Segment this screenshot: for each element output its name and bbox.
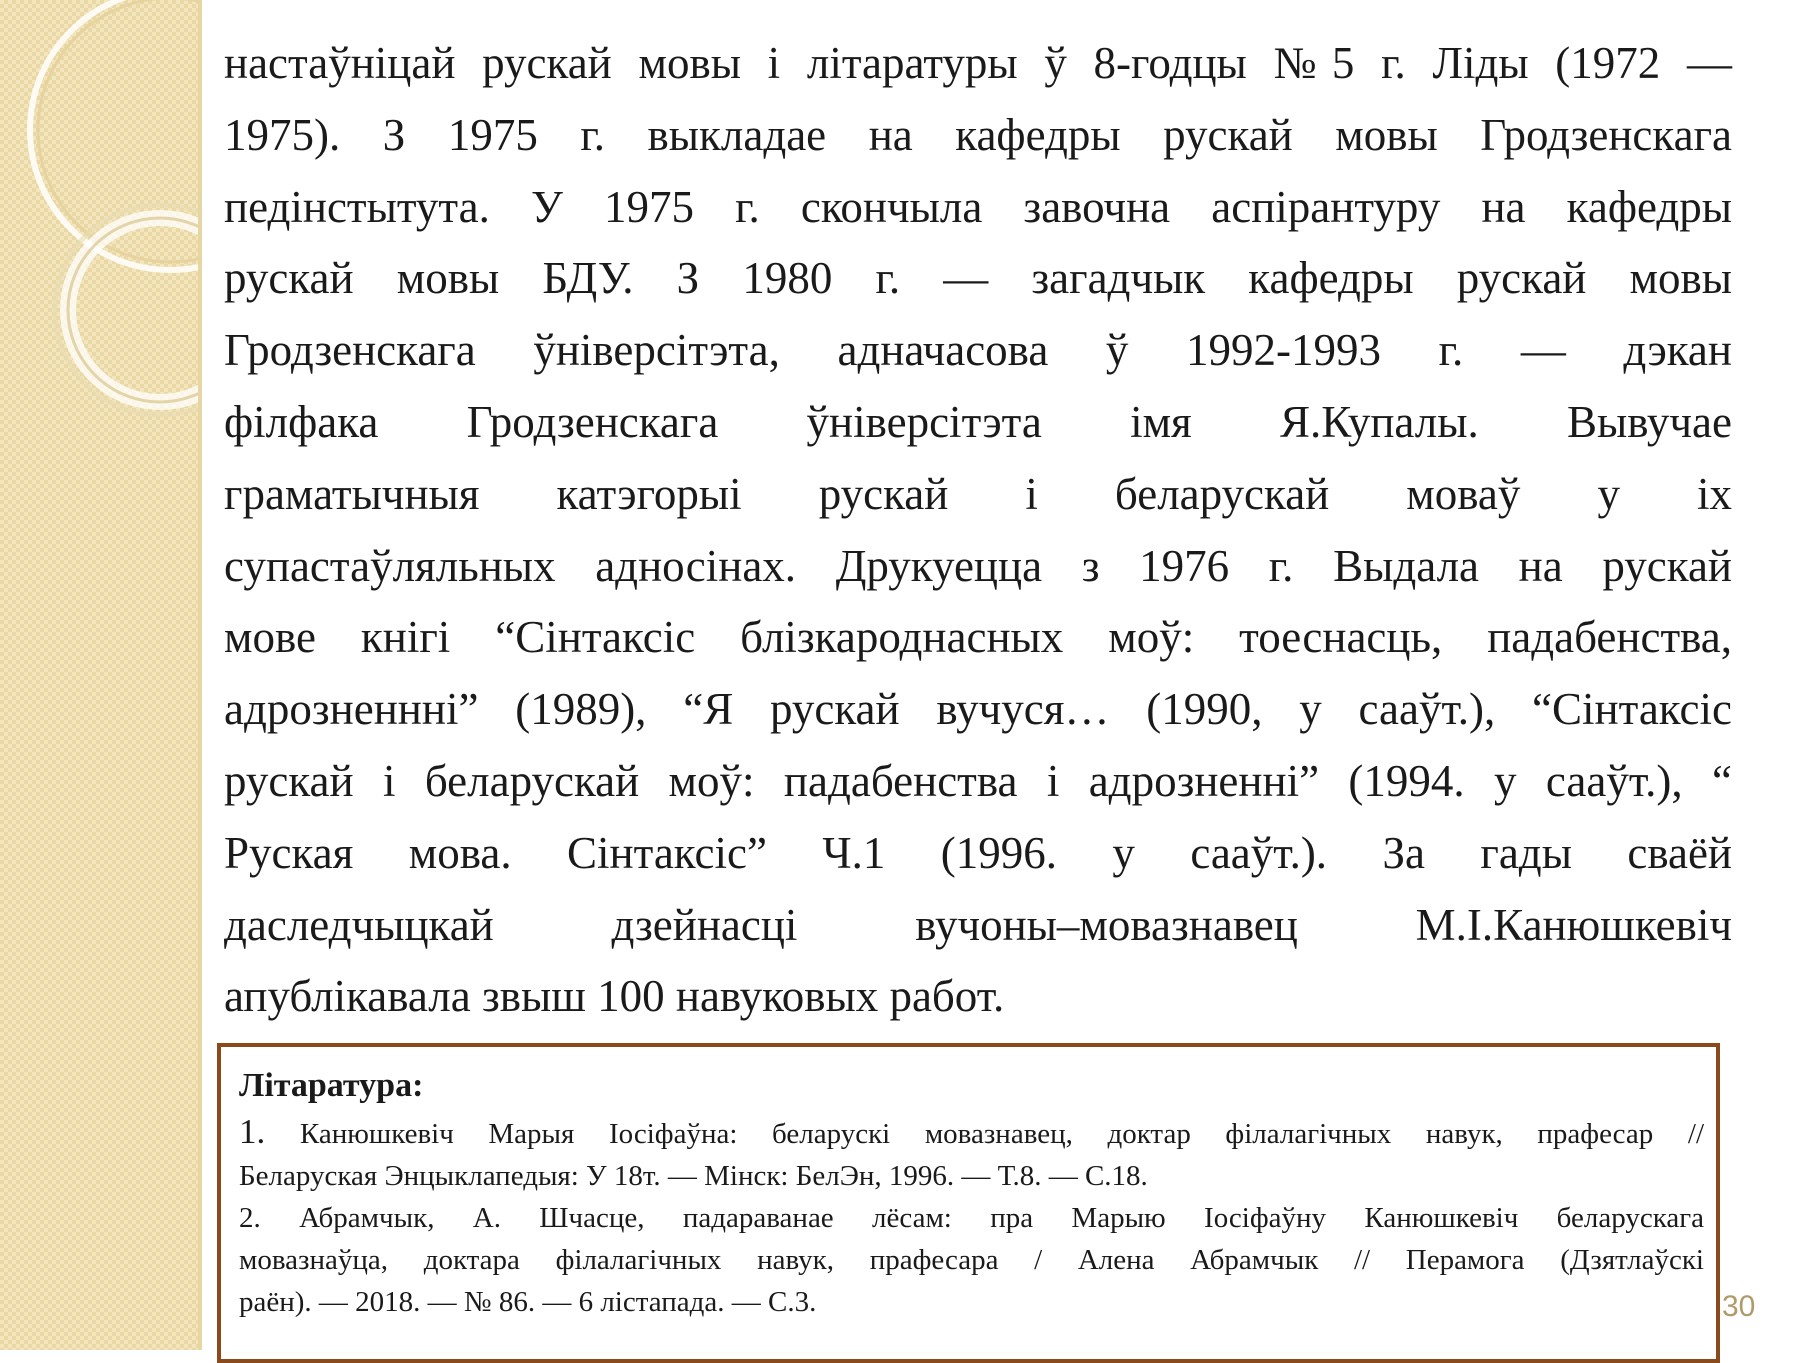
biography-text [224, 28, 1732, 1033]
literature-item-number: 1. [239, 1112, 266, 1151]
text-line: даследчыцкай дзейнасці вучоны–мовазнавец М.І.Канюшкевіч [224, 899, 1732, 950]
literature-content [239, 1061, 1704, 1323]
literature-line: мовазнаўца, доктара філалагічных навук, прафесара / Алена Абрамчык // Перамога (Дзятлаўскі [239, 1244, 1704, 1276]
page-number: 30 [1722, 1290, 1756, 1323]
text-line: адрозненнні” (1989), “Я рускай вучуся… (1990, у сааўт.), “Сінтаксіс [224, 684, 1732, 735]
decorative-rings-icon [0, 0, 200, 1350]
literature-title: Літаратура: [239, 1067, 424, 1104]
text-line: Руская мова. Сінтаксіс” Ч.1 (1996. у сааўт.). За гады сваёй [224, 827, 1732, 878]
text-line: педінстытута. У 1975 г. скончыла завочна аспірантуру на кафедры [224, 181, 1732, 232]
sidebar-divider [198, 0, 202, 1350]
literature-line: Беларуская Энцыклапедыя: У 18т. — Мінск: БелЭн, 1996. — Т.8. — С.18. [239, 1160, 1148, 1192]
literature-item-1 [239, 1111, 1704, 1197]
literature-line [239, 1111, 1704, 1155]
literature-line: раён). — 2018. — № 86. — 6 лістапада. — С.3. [239, 1286, 817, 1318]
literature-item-2 [239, 1197, 1704, 1323]
decorative-sidebar [0, 0, 200, 1350]
literature-line-text: Канюшкевіч Марыя Іосіфаўна: беларускі мовазнавец, доктар філалагічных навук, прафесар // [299, 1118, 1704, 1150]
text-line: рускай мовы БДУ. З 1980 г. — загадчык кафедры рускай мовы [224, 253, 1732, 304]
text-line: настаўніцай рускай мовы і літаратуры ў 8-годцы №5 г. Ліды (1972 — [224, 38, 1732, 88]
text-line: 1975). З 1975 г. выкладае на кафедры рускай мовы Гродзенскага [224, 109, 1732, 160]
text-line: рускай і беларускай моў: падабенства і адрозненні” (1994. у сааўт.), “ [224, 755, 1732, 806]
text-line: граматычныя катэгорыі рускай і беларускай моваў у іх [224, 468, 1732, 519]
text-line: філфака Гродзенскага ўніверсітэта імя Я.Купалы. Вывучае [224, 396, 1732, 447]
text-line: апублікавала звыш 100 навуковых работ. [224, 971, 1005, 1022]
literature-line: 2. Абрамчык, А. Шчасце, падараванае лёсам: пра Марыю Іосіфаўну Канюшкевіч беларускага [239, 1202, 1704, 1234]
text-line: Гродзенскага ўніверсітэта, адначасова ў 1992-1993 г. — дэкан [224, 325, 1732, 376]
text-line: мове кнігі “Сінтаксіс блізкароднасных моў: тоеснасць, падабенства, [224, 612, 1732, 663]
text-line: супастаўляльных адносінах. Друкуецца з 1976 г. Выдала на рускай [224, 540, 1732, 591]
literature-box [217, 1043, 1720, 1363]
